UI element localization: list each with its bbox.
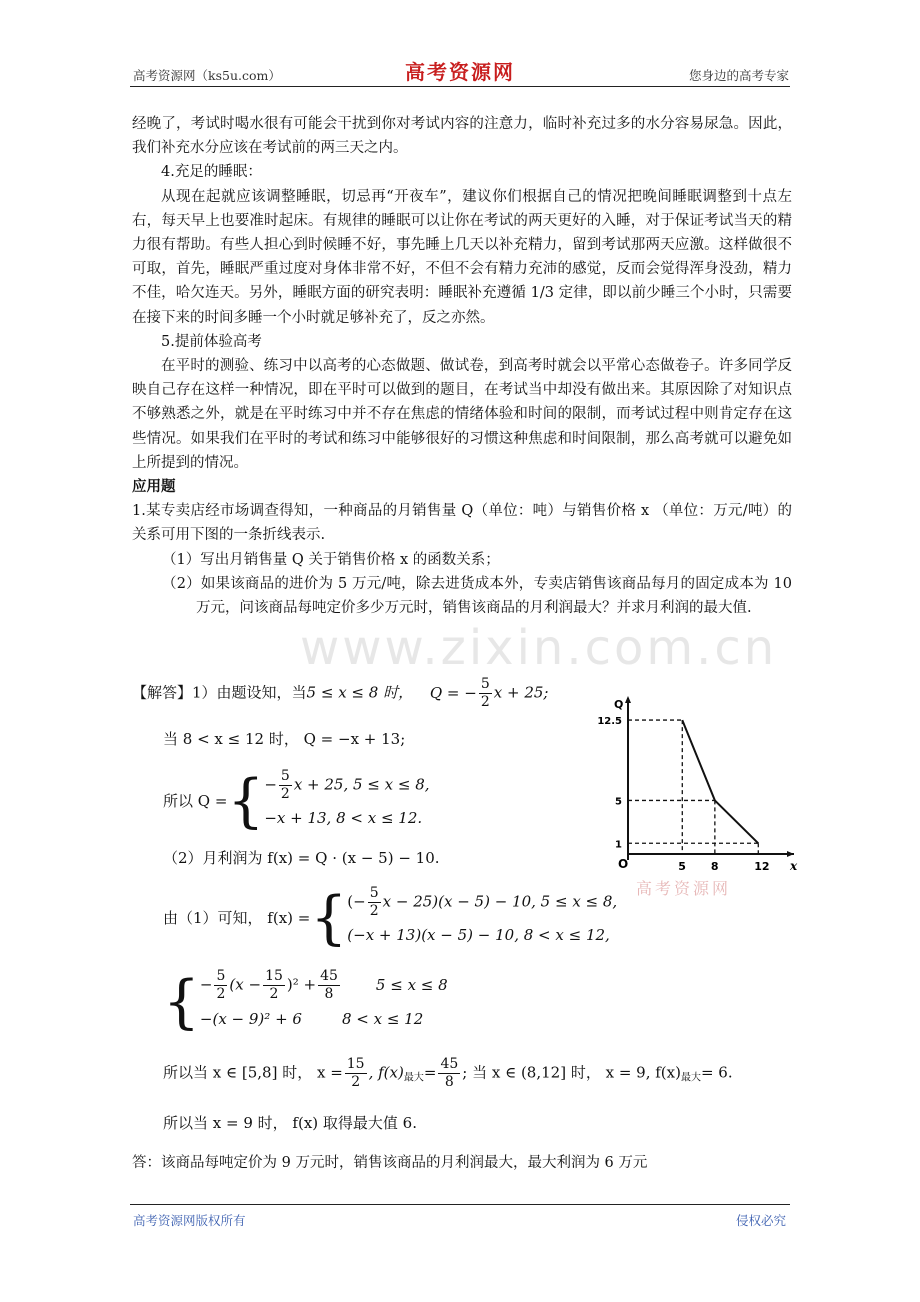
x-tick-label-0: 5: [678, 860, 686, 873]
fraction-5-2: $\frac{5}{2}$: [480, 676, 490, 710]
y-tick-label-2: 1: [615, 839, 622, 851]
origin-label: O: [618, 857, 629, 871]
header-left: 高考资源网（ks5u.com）: [133, 68, 281, 83]
solution-line-2: 当 8 < x ≤ 12 时， Q = −x + 13;: [163, 730, 406, 748]
solution-line-6: { − $\frac{5}{2}$ (x − $\frac{15}{2}$ )² + $\frac{45}{8}$ 5 ≤ x ≤ 8 −(x − 9)² + 6 8 < x ≤ 12: [163, 967, 448, 1036]
watermark: www.zixin.com.cn: [300, 620, 778, 676]
heading-sleep: 4.充足的睡眠：: [161, 164, 262, 181]
paragraph-1: 经晚了，考试时喝水很有可能会干扰到你对考试内容的注意力，临时补充过多的水分容易尿急。因此，我们补充水分应该在考试前的两三天之内。: [132, 116, 792, 157]
footer-rule: [130, 1204, 790, 1205]
header-logo: 高考资源网: [405, 60, 515, 84]
solution-line-7: 所以当 x ∈ [5,8] 时， x = $\frac{15}{2}$ , $f(x)_{最大}=$ $\frac{45}{8}$ ; 当 x ∈ (8,12] 时， x = 9, $f(x)_{最大}= 6$.: [163, 1056, 733, 1090]
section-title: 应用题: [132, 479, 176, 496]
footer-right: 侵权必究: [735, 1213, 786, 1228]
solution-line-8: 所以当 x = 9 时， f(x) 取得最大值 6.: [163, 1114, 417, 1132]
solution-line-4: （2）月利润为 f(x) = Q · (x − 5) − 10.: [163, 849, 440, 867]
y-tick-label-0: 12.5: [597, 716, 622, 728]
chart: [597, 688, 798, 898]
y-tick-label-1: 5: [615, 796, 622, 808]
y-axis-arrow: [625, 696, 631, 703]
solution-line-1: 【解答】1）由题设知，当5 ≤ x ≤ 8 时， Q = − $\frac{5}{2}$ x + 25;: [132, 676, 549, 710]
x-axis-label: x: [790, 859, 798, 873]
problem-q2: （2）如果该商品的进价为 5 万元/吨，除去进货成本外，专卖店销售该商品每月的固定成本为 10 万元，问该商品每吨定价多少万元时，销售该商品的月利润最大？并求月利润的最大值.: [162, 575, 792, 617]
x-tick-label-2: 12: [754, 860, 770, 873]
x-axis-arrow: [787, 851, 794, 857]
paragraph-sleep: 从现在起就应该调整睡眠，切忌再“开夜车”，建议你们根据自己的情况把晚间睡眠调整到十点左右，每天早上也要准时起床。有规律的睡眠可以让你在考试的两天更好的入睡，对于保证考试当天的精力很有帮助。有些人担心到时候睡不好，事先睡上几天以补充精力，留到考试那两天应激。这样做很不可取，首先，睡眠严重过度对身体非常不好，不但不会有精力充沛的感觉，反而会觉得浑身没劲，精力不佳，哈欠连天。另外，睡眠方面的研究表明：睡眠补充遵循 1/3 定律，即以前少睡三个小时，只需要在接下来的时间多睡一个小时就足够补充了，反之亦然。: [132, 188, 792, 326]
solution-line-5: 由（1）可知， f(x) ={ (− $\frac{5}{2}$ x − 25)(x − 5) − 10, 5 ≤ x ≤ 8, (−x + 13)(x − 5) − 10, 8 < x ≤ 12,: [163, 883, 618, 952]
heading-experience: 5.提前体验高考: [161, 333, 262, 350]
header-rule: [130, 86, 790, 87]
problem-stem: 1.某专卖店经市场调查得知，一种商品的月销售量 Q（单位：吨）与销售价格 x （单位：万元/吨）的关系可用下图的一条折线表示.: [132, 503, 792, 544]
paragraph-experience: 在平时的测验、练习中以高考的心态做题、做试卷，到高考时就会以平常心态做卷子。许多同学反映自己存在这样一种情况，即在平时可以做到的题目，在考试当中却没有做出来。其原因除了对知识点不够熟悉之外，就是在平时练习中并不存在焦虑的情绪体验和时间的限制，而考试过程中则肯定存在这些情况。如果我们在平时的考试和练习中能够很好的习惯这种焦虑和时间限制，那么高考就可以避免如上所提到的情况。: [132, 358, 792, 471]
body-text: [132, 112, 792, 620]
x-tick-label-1: 8: [710, 860, 719, 873]
answer-line: 答：该商品每吨定价为 9 万元时，销售该商品的月利润最大，最大利润为 6 万元: [132, 1155, 648, 1171]
solution-line-3: 所以 Q ={ − $\frac{5}{2}$ x + 25, 5 ≤ x ≤ 8, −x + 13, 8 < x ≤ 12.: [163, 766, 430, 835]
problem-q1: （1）写出月销售量 Q 关于销售价格 x 的函数关系；: [162, 551, 500, 568]
footer-left: 高考资源网版权所有: [133, 1213, 246, 1228]
header-right: 您身边的高考专家: [688, 68, 789, 83]
chart-watermark: 高考资源网: [636, 879, 732, 898]
y-axis-label: Q: [614, 698, 624, 711]
series-line: [682, 720, 758, 843]
